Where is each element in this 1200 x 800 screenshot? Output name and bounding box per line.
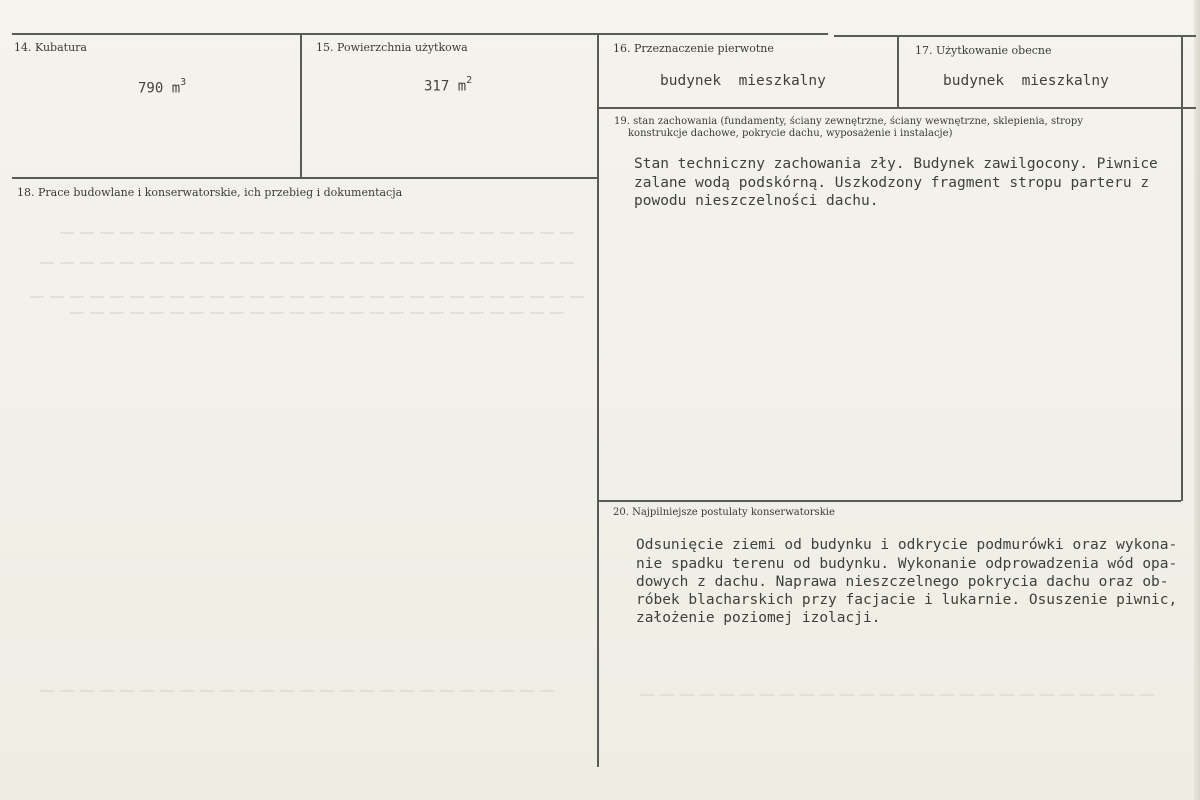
field-20-text-line: założenie poziomej izolacji. — [636, 610, 881, 626]
field-17-value: budynek mieszkalny — [943, 73, 1109, 89]
rule-row2-right — [599, 107, 1196, 109]
field-15-label: 15. Powierzchnia użytkowa — [316, 41, 468, 54]
bleed-through-line — [60, 232, 580, 234]
rule-row3-right — [599, 500, 1181, 502]
field-19-text-line: powodu nieszczelności dachu. — [634, 193, 879, 209]
field-18-label: 18. Prace budowlane i konserwatorskie, ich przebieg i dokumentacja — [17, 186, 403, 199]
field-20-text-line: nie spadku terenu od budynku. Wykonanie odprowadzenia wód opa- — [636, 556, 1178, 572]
field-19-label-line-1: 19. stan zachowania (fundamenty, ściany zewnętrzne, ściany wewnętrzne, sklepienia, stropy — [614, 116, 1083, 127]
field-14-label: 14. Kubatura — [14, 41, 87, 54]
rule-top-right — [834, 35, 1196, 37]
field-14-value — [138, 79, 186, 97]
divider-16-17 — [897, 37, 899, 107]
right-border — [1181, 36, 1183, 501]
field-14-number: 790 m — [138, 80, 181, 97]
field-15-number: 317 m — [424, 78, 467, 95]
field-14-exponent: 3 — [180, 77, 187, 88]
field-16-label: 16. Przeznaczenie pierwotne — [613, 42, 774, 55]
divider-center — [597, 35, 599, 767]
bleed-through-line — [30, 296, 590, 298]
bleed-through-line — [70, 312, 570, 314]
field-15-value — [424, 77, 472, 95]
bleed-through-line — [40, 690, 560, 692]
field-20-text-line: róbek blacharskich przy facjacie i lukarnie. Osuszenie piwnic, — [636, 592, 1178, 608]
field-19-text-line: zalane wodą podskórną. Uszkodzony fragment stropu parteru z — [634, 175, 1150, 191]
field-19-text-line: Stan techniczny zachowania zły. Budynek zawilgocony. Piwnice — [634, 156, 1158, 172]
bleed-through-line — [640, 694, 1160, 696]
field-17-label: 17. Użytkowanie obecne — [915, 44, 1052, 57]
field-15-exponent: 2 — [466, 75, 473, 86]
field-20-text-line: Odsunięcie ziemi od budynku i odkrycie podmurówki oraz wykona- — [636, 537, 1178, 553]
rule-top-left — [12, 33, 828, 35]
rule-row2-left — [12, 177, 598, 179]
divider-14-15 — [300, 35, 302, 178]
field-16-value: budynek mieszkalny — [660, 73, 826, 89]
bleed-through-line — [40, 262, 580, 264]
card-edge — [1194, 0, 1200, 800]
field-20-text-line: dowych z dachu. Naprawa nieszczelnego pokrycia dachu oraz ob- — [636, 574, 1169, 590]
field-19-label-line-2: konstrukcje dachowe, pokrycie dachu, wyposażenie i instalacje) — [628, 128, 953, 139]
field-20-label: 20. Najpilniejsze postulaty konserwatorskie — [613, 507, 835, 518]
